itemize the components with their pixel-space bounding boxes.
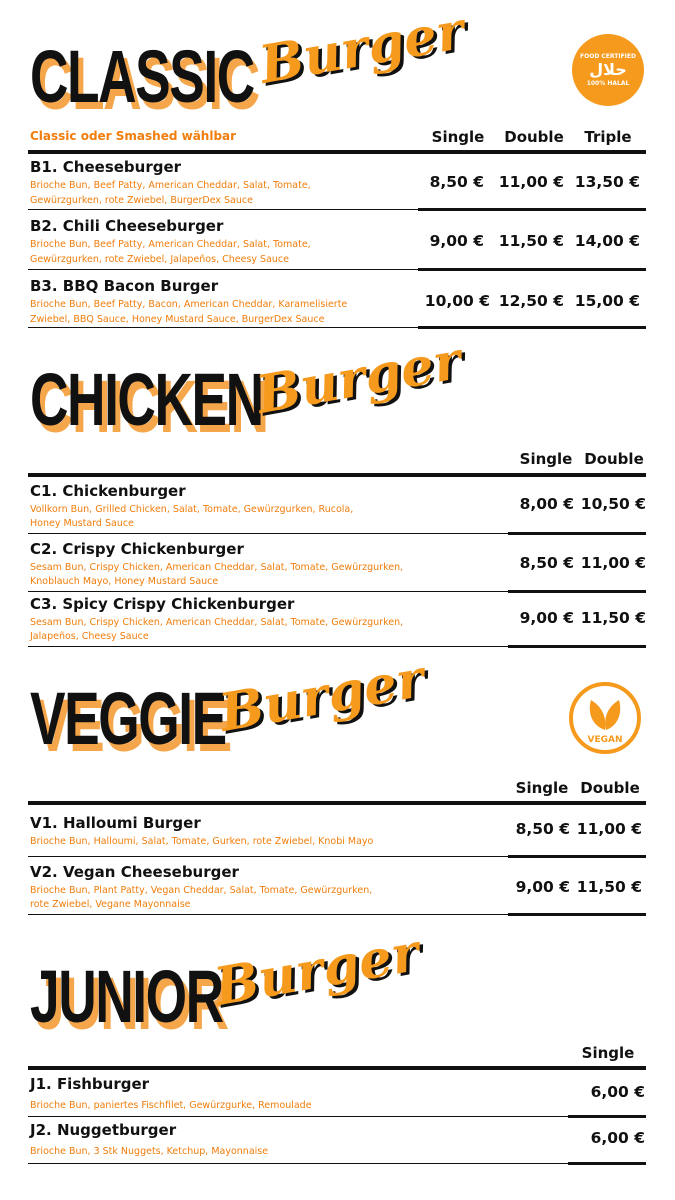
divider [418,268,646,271]
veggie-section [0,648,675,930]
col-single: Single [519,450,573,468]
col-single: Single [515,779,569,797]
divider [28,269,418,270]
divider [28,591,508,592]
veggie-title: VEGGIE [30,677,226,760]
divider [508,913,646,916]
junior-section [0,922,675,1200]
list-item: J2. Nuggetburger Brioche Bun, 3 Stk Nuggets, Ketchup, Mayonnaise 6,00 € [30,1121,645,1157]
list-item: C3. Spicy Crispy Chickenburger Sesam Bun, Crispy Chicken, American Cheddar, Salat, Tomate, Gewürzgurken, Jalapeños, Cheesy Sauce 9,00 € 11,50 € [30,595,646,642]
list-item: V2. Vegan Cheeseburger Brioche Bun, Plant Patty, Vegan Cheddar, Salat, Tomate, Gewürzgurken, rote Zwiebel, Vegane Mayonnaise 9,00 € 11,50 € [30,863,642,910]
divider [28,856,508,857]
list-item: V1. Halloumi Burger Brioche Bun, Halloumi, Salat, Tomate, Gurken, rote Zwiebel, Knobi Mayo 8,50 € 11,00 € [30,814,642,847]
divider [508,645,646,648]
junior-script-title: Burger [210,922,424,1018]
col-single: Single [581,1044,635,1062]
classic-section [0,0,675,340]
col-single: Single [431,128,485,146]
divider [28,473,646,477]
divider [28,801,646,805]
divider [28,1116,568,1117]
chicken-title: CHICKEN [30,358,263,441]
list-item: B3. BBQ Bacon Burger Brioche Bun, Beef Patty, Bacon, American Cheddar, Karamelisierte Zwiebel, BBQ Sauce, Honey Mustard Sauce, BurgerDex Sauce 10,00 € 12,50 € 15,00 € [30,277,640,325]
list-item: C2. Crispy Chickenburger Sesam Bun, Crispy Chicken, American Cheddar, Salat, Tomate, Gewürzgurken, Knoblauch Mayo, Honey Mustard Sauce 8,50 € 11,00 € [30,540,646,587]
col-double: Double [580,779,640,797]
list-item: B1. Cheeseburger Brioche Bun, Beef Patty, American Cheddar, Salat, Tomate, Gewürzgurken, rote Zwiebel, BurgerDex Sauce 8,50 € 11,00 € 13,50 € [30,158,640,206]
junior-title: JUNIOR [30,955,223,1038]
divider [28,1163,568,1164]
divider [28,150,646,154]
divider [28,646,508,647]
divider [508,590,646,593]
chicken-section [0,330,675,660]
col-double: Double [584,450,644,468]
classic-script-title: Burger [255,0,469,96]
veggie-script-title: Burger [215,648,429,744]
divider [418,208,646,211]
divider [508,855,646,858]
divider [508,532,646,535]
divider [568,1162,646,1165]
classic-note: Classic oder Smashed wählbar [30,129,237,143]
divider [568,1115,646,1118]
svg-text:VEGAN: VEGAN [587,735,623,745]
divider [28,914,508,915]
halal-badge-icon: FOOD CERTIFIED حلال 100% HALAL [572,34,644,106]
vegan-badge-icon [569,682,641,754]
divider [28,533,508,534]
divider [28,209,418,210]
divider [418,326,646,329]
col-triple: Triple [584,128,632,146]
classic-title: CLASSIC [30,35,254,118]
list-item: B2. Chili Cheeseburger Brioche Bun, Beef Patty, American Cheddar, Salat, Tomate, Gewürzgurken, rote Zwiebel, Jalapeños, Cheesy Sauce 9,00 € 11,50 € 14,00 € [30,217,640,265]
divider [28,1066,646,1070]
chicken-script-title: Burger [252,330,466,426]
divider [28,327,418,328]
list-item: C1. Chickenburger Vollkorn Bun, Grilled Chicken, Salat, Tomate, Gewürzgurken, Rucola, Honey Mustard Sauce 8,00 € 10,50 € [30,482,646,529]
list-item: J1. Fishburger Brioche Bun, paniertes Fischfilet, Gewürzgurke, Remoulade 6,00 € [30,1075,645,1111]
col-double: Double [504,128,564,146]
